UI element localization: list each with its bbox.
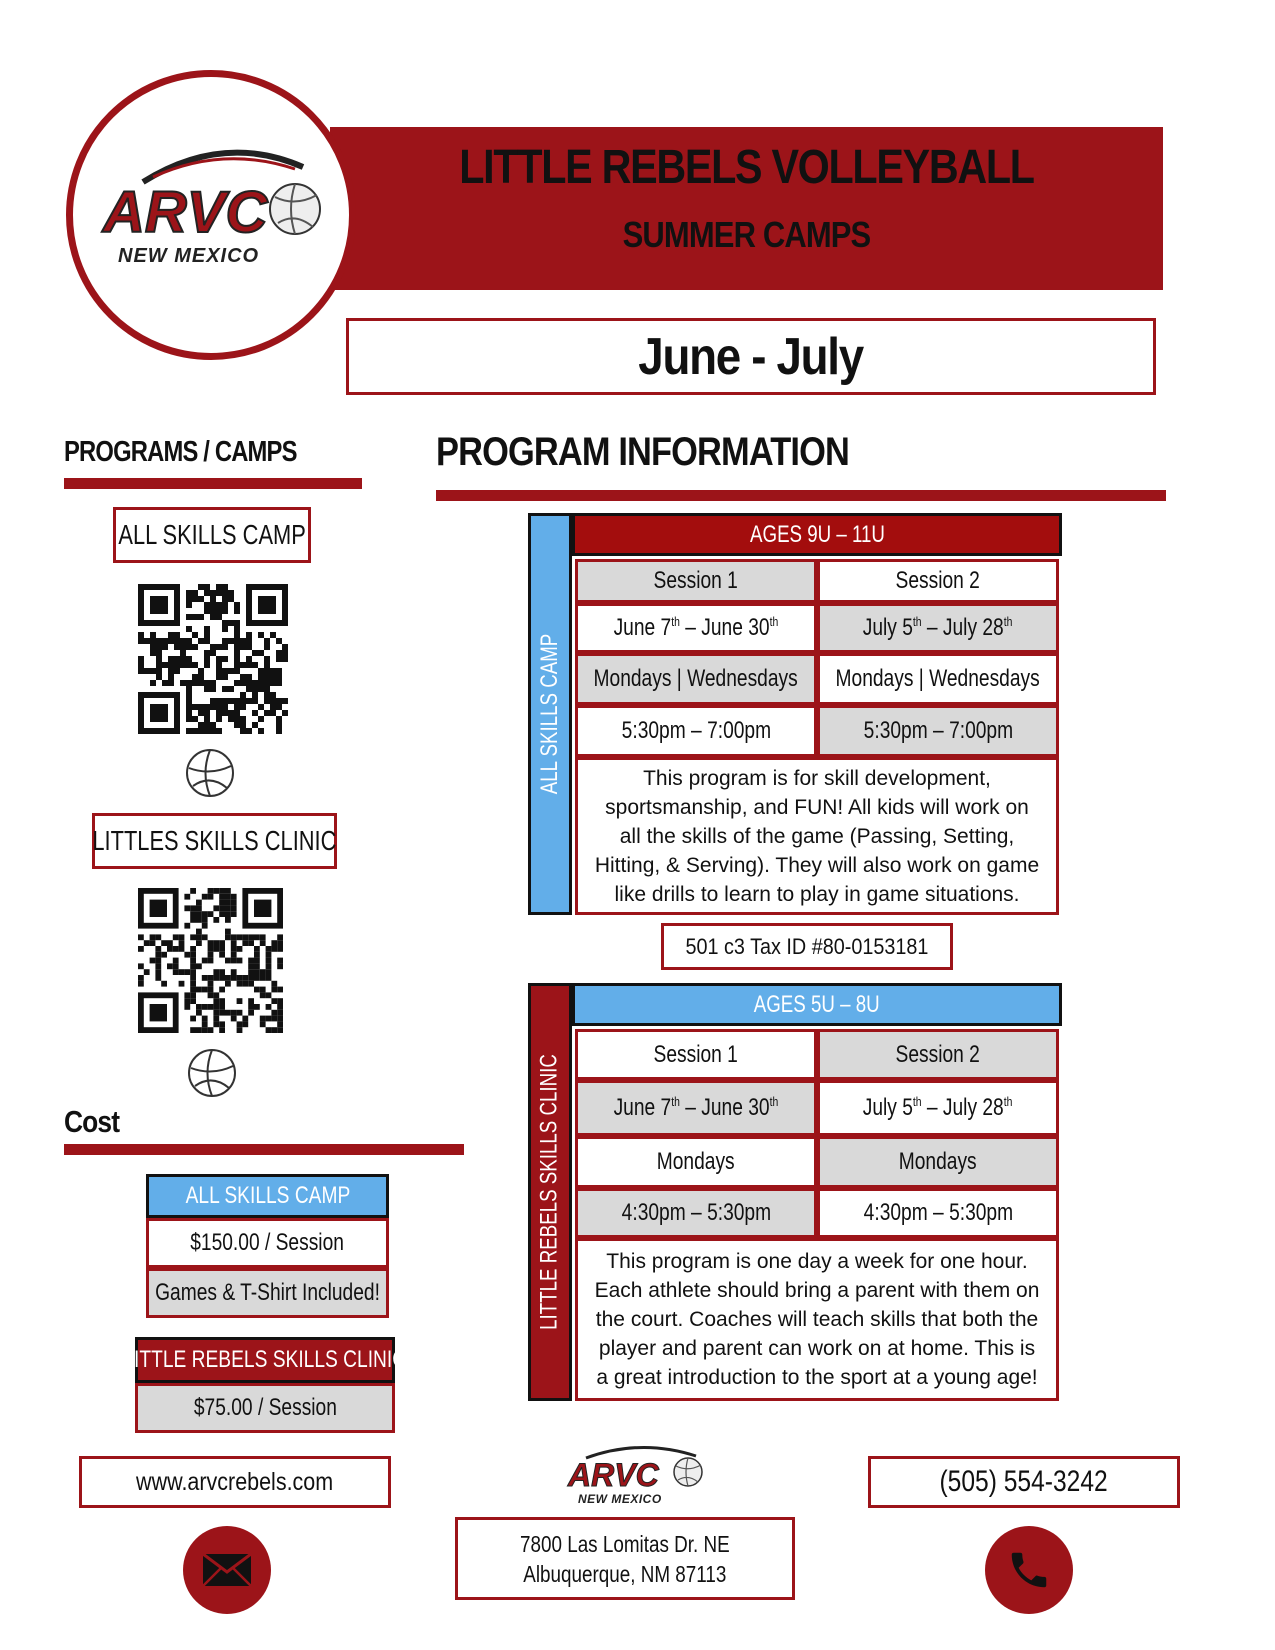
tax-id: 501 c3 Tax ID #80-0153181	[685, 933, 929, 959]
cost-all-skills-note: Games & T-Shirt Included!	[146, 1268, 389, 1318]
phone-text: (505) 554-3242	[939, 1465, 1109, 1498]
website-text: www.arvcrebels.com	[136, 1467, 334, 1496]
programs-heading: PROGRAMS / CAMPS	[64, 436, 297, 468]
cost-little-rebels-header: LITTLE REBELS SKILLS CLINIC	[135, 1337, 395, 1383]
logo-badge	[66, 70, 356, 360]
page-subtitle: SUMMER CAMPS	[622, 214, 871, 255]
little-rebels-session1-time: 4:30pm – 5:30pm	[575, 1188, 817, 1238]
address-line2: Albuquerque, NM 87113	[523, 1560, 727, 1587]
little-rebels-description: This program is one day a week for one hour. Each athlete should bring a parent with them on the court. Coaches will teach skills that both the player and parent can work on at home. This is a great introduction to the sport at a young age!	[575, 1238, 1059, 1401]
all-skills-ages-header: AGES 9U – 11U	[572, 513, 1062, 556]
volleyball-icon	[187, 1048, 237, 1098]
littles-skills-clinic-label: LITTLES SKILLS CLINIC	[92, 825, 337, 856]
all-skills-camp-label: ALL SKILLS CAMP	[118, 519, 306, 550]
email-button[interactable]	[183, 1526, 271, 1614]
date-range-box	[346, 318, 1156, 395]
all-skills-qr-code[interactable]	[138, 584, 288, 734]
little-rebels-session1-dates: June 7th – June 30th	[575, 1080, 817, 1136]
little-rebels-session2-dates: July 5th – July 28th	[817, 1080, 1059, 1136]
cost-all-skills-price: $150.00 / Session	[146, 1218, 389, 1268]
little-rebels-ages-header: AGES 5U – 8U	[572, 983, 1062, 1026]
tax-id-box	[661, 923, 953, 970]
all-skills-session2-days: Mondays | Wednesdays	[817, 653, 1059, 705]
all-skills-session1-time: 5:30pm – 7:00pm	[575, 705, 817, 757]
all-skills-session1-days: Mondays | Wednesdays	[575, 653, 817, 705]
arvc-logo	[73, 77, 349, 353]
all-skills-camp-link[interactable]	[113, 507, 311, 563]
date-range: June - July	[638, 327, 864, 386]
little-rebels-session1-header: Session 1	[575, 1029, 817, 1080]
address-line1: 7800 Las Lomitas Dr. NE	[520, 1530, 730, 1557]
all-skills-side-label: ALL SKILLS CAMP	[528, 513, 572, 915]
littles-clinic-qr-code[interactable]	[138, 888, 288, 1038]
all-skills-description: This program is for skill development, sportsmanship, and FUN! All kids will work on all the skills of the game (Passing, Setting, Hitting, & Serving). They will also work on game like drills to learn to play in game situations.	[575, 757, 1059, 915]
cost-rule	[64, 1144, 464, 1155]
footer-logo-brand: ARVC	[568, 1457, 659, 1493]
phone-button[interactable]	[985, 1526, 1073, 1614]
envelope-icon	[201, 1552, 253, 1588]
programs-rule	[64, 478, 362, 489]
all-skills-session1-dates: June 7th – June 30th	[575, 603, 817, 653]
address-box	[455, 1517, 795, 1600]
cost-heading: Cost	[64, 1104, 120, 1139]
cost-little-rebels-price: $75.00 / Session	[135, 1383, 395, 1433]
logo-brand: ARVC	[103, 180, 268, 245]
little-rebels-session2-days: Mondays	[817, 1136, 1059, 1188]
little-rebels-session2-time: 4:30pm – 5:30pm	[817, 1188, 1059, 1238]
little-rebels-side-label: LITTLE REBELS SKILLS CLINIC	[528, 983, 572, 1401]
all-skills-session2-header: Session 2	[817, 559, 1059, 603]
little-rebels-session1-days: Mondays	[575, 1136, 817, 1188]
all-skills-session2-dates: July 5th – July 28th	[817, 603, 1059, 653]
volleyball-icon	[270, 184, 320, 234]
website-link[interactable]	[79, 1456, 391, 1508]
phone-icon	[1006, 1547, 1052, 1593]
page-title: LITTLE REBELS VOLLEYBALL	[459, 141, 1034, 194]
all-skills-session1-header: Session 1	[575, 559, 817, 603]
phone-link[interactable]	[868, 1456, 1180, 1508]
littles-skills-clinic-link[interactable]	[92, 813, 337, 869]
logo-region: NEW MEXICO	[118, 245, 260, 267]
volleyball-icon	[185, 748, 235, 798]
footer-logo-region: NEW MEXICO	[578, 1492, 662, 1506]
program-info-heading: PROGRAM INFORMATION	[436, 430, 849, 474]
cost-all-skills-header: ALL SKILLS CAMP	[146, 1174, 389, 1218]
little-rebels-session2-header: Session 2	[817, 1029, 1059, 1080]
program-info-rule	[436, 490, 1166, 501]
footer-logo	[556, 1440, 716, 1510]
all-skills-session2-time: 5:30pm – 7:00pm	[817, 705, 1059, 757]
